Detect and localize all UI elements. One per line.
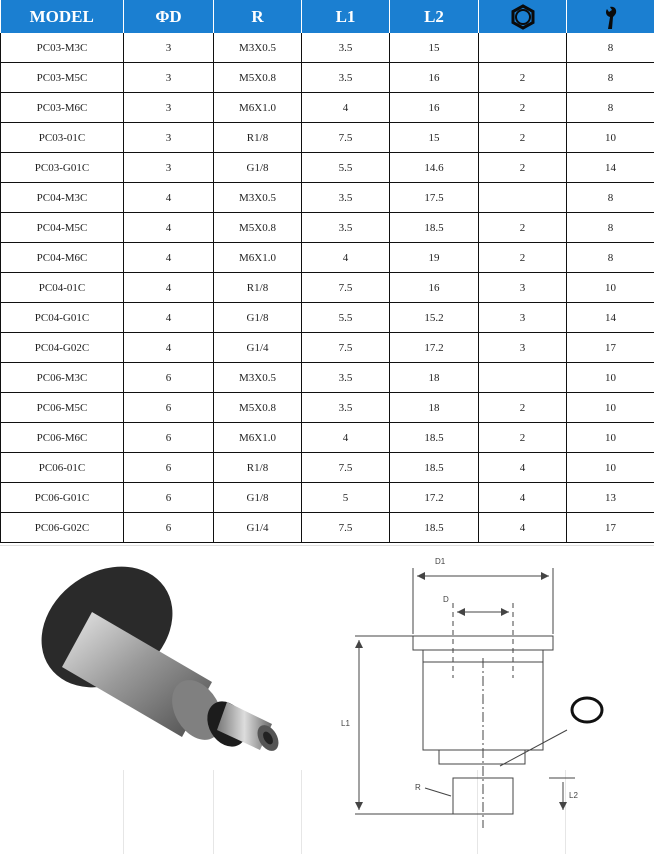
- cell-wrench: 14: [567, 303, 654, 333]
- cell-model: PC04-01C: [1, 273, 124, 303]
- cell-wrench: 10: [567, 453, 654, 483]
- cell-oring: 2: [479, 93, 567, 123]
- cell-diameter: 4: [124, 333, 214, 363]
- cell-oring: 2: [479, 243, 567, 273]
- table-row: [1, 303, 654, 333]
- table-row: [1, 93, 654, 123]
- table-row: [1, 33, 654, 63]
- cell-wrench: 8: [567, 33, 654, 63]
- cell-wrench: 10: [567, 123, 654, 153]
- cell-thread: R1/8: [214, 453, 302, 483]
- divider-line: [213, 770, 214, 854]
- cell-l1: 4: [302, 93, 390, 123]
- cell-l2: 15: [390, 123, 479, 153]
- cell-wrench: 17: [567, 333, 654, 363]
- header-l1: L1: [302, 0, 390, 33]
- header-row: [1, 0, 654, 33]
- cell-l2: 18.5: [390, 513, 479, 543]
- table-row: [1, 123, 654, 153]
- cell-thread: M3X0.5: [214, 33, 302, 63]
- cell-diameter: 3: [124, 33, 214, 63]
- cell-oring: [479, 363, 567, 393]
- cell-thread: M3X0.5: [214, 183, 302, 213]
- cell-thread: M5X0.8: [214, 393, 302, 423]
- cell-diameter: 4: [124, 183, 214, 213]
- cell-l1: 3.5: [302, 63, 390, 93]
- table-row: [1, 363, 654, 393]
- cell-diameter: 3: [124, 153, 214, 183]
- cell-diameter: 6: [124, 363, 214, 393]
- cell-thread: M6X1.0: [214, 93, 302, 123]
- cell-diameter: 3: [124, 63, 214, 93]
- cell-oring: 4: [479, 483, 567, 513]
- header-thread: R: [214, 0, 302, 33]
- cell-l1: 3.5: [302, 213, 390, 243]
- hex-o-ring-icon: [510, 4, 536, 30]
- cell-model: PC03-01C: [1, 123, 124, 153]
- dimension-drawing: [335, 548, 635, 848]
- cell-l2: 14.6: [390, 153, 479, 183]
- cell-wrench: 10: [567, 393, 654, 423]
- cell-l1: 3.5: [302, 183, 390, 213]
- cell-l1: 4: [302, 243, 390, 273]
- table-row: [1, 483, 654, 513]
- cell-l1: 5.5: [302, 153, 390, 183]
- cell-l2: 17.2: [390, 333, 479, 363]
- fitting-photo: [22, 552, 312, 782]
- cell-thread: G1/8: [214, 303, 302, 333]
- cell-diameter: 6: [124, 513, 214, 543]
- l1-label: L1: [341, 719, 350, 728]
- cell-diameter: 4: [124, 243, 214, 273]
- cell-l1: 5: [302, 483, 390, 513]
- table-row: [1, 393, 654, 423]
- cell-oring: 4: [479, 453, 567, 483]
- cell-diameter: 4: [124, 213, 214, 243]
- cell-model: PC06-G02C: [1, 513, 124, 543]
- cell-l1: 7.5: [302, 453, 390, 483]
- cell-l2: 18.5: [390, 213, 479, 243]
- cell-wrench: 8: [567, 213, 654, 243]
- cell-thread: G1/4: [214, 513, 302, 543]
- cell-thread: G1/4: [214, 333, 302, 363]
- table-row: [1, 273, 654, 303]
- cell-oring: [479, 33, 567, 63]
- r-label: R: [415, 783, 421, 792]
- cell-model: PC06-G01C: [1, 483, 124, 513]
- cell-oring: 2: [479, 123, 567, 153]
- cell-l2: 18: [390, 363, 479, 393]
- cell-wrench: 8: [567, 93, 654, 123]
- cell-model: PC04-G02C: [1, 333, 124, 363]
- cell-oring: 2: [479, 423, 567, 453]
- table-row: [1, 243, 654, 273]
- cell-model: PC04-M5C: [1, 213, 124, 243]
- cell-diameter: 3: [124, 93, 214, 123]
- cell-l2: 16: [390, 273, 479, 303]
- divider-line: [123, 770, 124, 854]
- cell-model: PC04-M3C: [1, 183, 124, 213]
- cell-oring: [479, 183, 567, 213]
- cell-wrench: 8: [567, 63, 654, 93]
- d1-label: D1: [435, 557, 446, 566]
- cell-l2: 15.2: [390, 303, 479, 333]
- cell-thread: M5X0.8: [214, 63, 302, 93]
- cell-l2: 18.5: [390, 453, 479, 483]
- cell-oring: 3: [479, 273, 567, 303]
- cell-l1: 3.5: [302, 393, 390, 423]
- cell-oring: 3: [479, 333, 567, 363]
- cell-thread: M6X1.0: [214, 423, 302, 453]
- cell-model: PC06-M5C: [1, 393, 124, 423]
- cell-l2: 18: [390, 393, 479, 423]
- cell-model: PC03-M5C: [1, 63, 124, 93]
- cell-l2: 16: [390, 93, 479, 123]
- cell-wrench: 14: [567, 153, 654, 183]
- cell-l1: 7.5: [302, 273, 390, 303]
- cell-model: PC06-M3C: [1, 363, 124, 393]
- cell-l1: 3.5: [302, 363, 390, 393]
- cell-diameter: 4: [124, 273, 214, 303]
- cell-l1: 7.5: [302, 123, 390, 153]
- header-wrench: [567, 0, 654, 33]
- cell-wrench: 13: [567, 483, 654, 513]
- d-label: D: [443, 595, 449, 604]
- cell-l2: 17.5: [390, 183, 479, 213]
- header-oring: [479, 0, 567, 33]
- cell-model: PC03-G01C: [1, 153, 124, 183]
- cell-wrench: 8: [567, 183, 654, 213]
- cell-l1: 7.5: [302, 513, 390, 543]
- table-row: [1, 453, 654, 483]
- header-l2: L2: [390, 0, 479, 33]
- cell-model: PC06-M6C: [1, 423, 124, 453]
- table-row: [1, 513, 654, 543]
- cell-diameter: 4: [124, 303, 214, 333]
- cell-l2: 19: [390, 243, 479, 273]
- cell-diameter: 6: [124, 423, 214, 453]
- cell-thread: R1/8: [214, 123, 302, 153]
- cell-model: PC04-M6C: [1, 243, 124, 273]
- cell-l2: 17.2: [390, 483, 479, 513]
- cell-oring: 4: [479, 513, 567, 543]
- cell-diameter: 3: [124, 123, 214, 153]
- cell-l1: 5.5: [302, 303, 390, 333]
- cell-thread: R1/8: [214, 273, 302, 303]
- cell-oring: 2: [479, 393, 567, 423]
- cell-diameter: 6: [124, 453, 214, 483]
- wrench-icon: [600, 4, 622, 30]
- cell-wrench: 17: [567, 513, 654, 543]
- cell-wrench: 10: [567, 273, 654, 303]
- cell-diameter: 6: [124, 393, 214, 423]
- table-row: [1, 213, 654, 243]
- table-row: [1, 333, 654, 363]
- cell-thread: M3X0.5: [214, 363, 302, 393]
- header-diameter: ΦD: [124, 0, 214, 33]
- cell-model: PC03-M6C: [1, 93, 124, 123]
- cell-thread: G1/8: [214, 483, 302, 513]
- cell-l1: 4: [302, 423, 390, 453]
- divider-line: [301, 770, 302, 854]
- cell-diameter: 6: [124, 483, 214, 513]
- cell-wrench: 10: [567, 363, 654, 393]
- cell-model: PC06-01C: [1, 453, 124, 483]
- table-row: [1, 63, 654, 93]
- cell-oring: 2: [479, 153, 567, 183]
- header-model: MODEL: [1, 0, 124, 33]
- table-row: [1, 423, 654, 453]
- cell-wrench: 10: [567, 423, 654, 453]
- cell-oring: 3: [479, 303, 567, 333]
- cell-thread: M6X1.0: [214, 243, 302, 273]
- cell-wrench: 8: [567, 243, 654, 273]
- cell-oring: 2: [479, 63, 567, 93]
- cell-l2: 16: [390, 63, 479, 93]
- l2-label: L2: [569, 791, 578, 800]
- cell-model: PC03-M3C: [1, 33, 124, 63]
- cell-thread: G1/8: [214, 153, 302, 183]
- table-row: [1, 183, 654, 213]
- cell-model: PC04-G01C: [1, 303, 124, 333]
- cell-oring: 2: [479, 213, 567, 243]
- cell-l2: 18.5: [390, 423, 479, 453]
- cell-l1: 3.5: [302, 33, 390, 63]
- table-row: [1, 153, 654, 183]
- cell-l1: 7.5: [302, 333, 390, 363]
- cell-l2: 15: [390, 33, 479, 63]
- cell-thread: M5X0.8: [214, 213, 302, 243]
